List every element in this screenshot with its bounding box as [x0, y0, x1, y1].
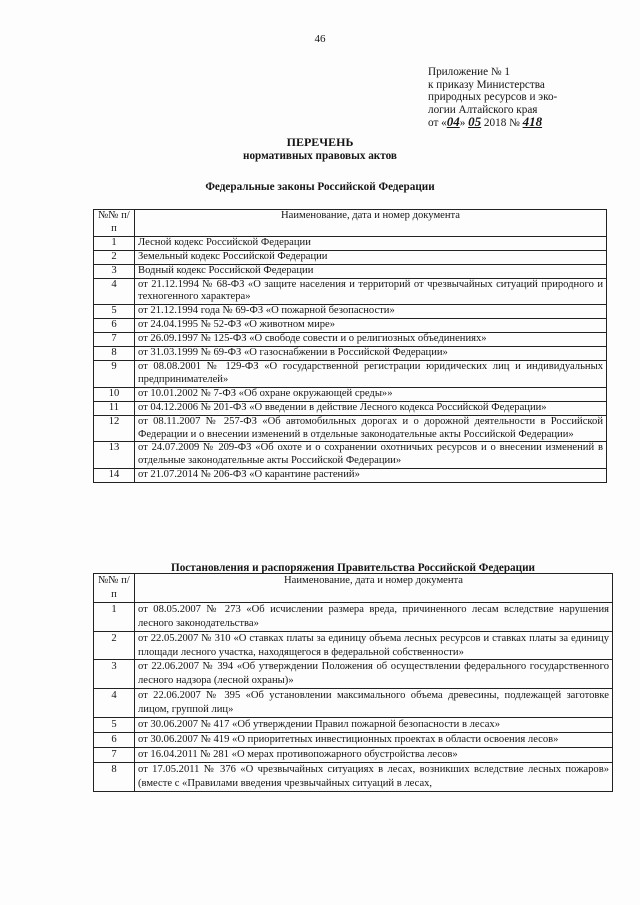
- section-heading-government-decrees: Постановления и распоряжения Правительства Российской Федерации: [171, 562, 535, 574]
- table-row: [94, 660, 613, 689]
- appendix-block: [428, 66, 628, 130]
- handwritten-month: 05: [468, 114, 482, 130]
- row-document-name: Земельный кодекс Российской Федерации: [135, 250, 607, 264]
- row-document-name: от 24.04.1995 № 52-ФЗ «О животном мире»: [135, 319, 607, 333]
- table-row: [94, 278, 607, 305]
- handwritten-day: 04: [446, 114, 460, 130]
- row-document-name: от 10.01.2002 № 7-ФЗ «Об охране окружающей среды»»: [135, 387, 607, 401]
- table-row: [94, 747, 613, 762]
- appendix-line-2: к приказу Министерства: [428, 78, 545, 91]
- row-document-name: от 31.03.1999 № 69-ФЗ «О газоснабжении в Российской Федерации»: [135, 347, 607, 361]
- row-number: 8: [94, 347, 135, 361]
- row-document-name: от 04.12.2006 № 201-ФЗ «О введении в действие Лесного кодекса Российской Федерации»: [135, 401, 607, 415]
- federal-laws-table: [93, 209, 607, 483]
- table-row: [94, 387, 607, 401]
- row-document-name: от 08.05.2007 № 273 «Об исчислении размера вреда, причиненного лесам вследствие нарушения лесного законодательства»: [135, 602, 613, 631]
- row-number: 14: [94, 469, 135, 483]
- appendix-line-3: природных ресурсов и эко-: [428, 91, 558, 104]
- row-document-name: Лесной кодекс Российской Федерации: [135, 236, 607, 250]
- row-document-name: от 21.12.1994 № 68-ФЗ «О защите населения и территорий от чрезвычайных ситуаций природного и техногенного характера»: [135, 278, 607, 305]
- government-decrees-body: [94, 602, 613, 791]
- row-number: 12: [94, 415, 135, 442]
- col-name-header: Наименование, дата и номер документа: [135, 574, 613, 603]
- section-heading-federal-laws: Федеральные законы Российской Федерации: [205, 181, 435, 193]
- row-document-name: Водный кодекс Российской Федерации: [135, 264, 607, 278]
- table-row: [94, 264, 607, 278]
- row-document-name: от 21.12.1994 года № 69-ФЗ «О пожарной безопасности»: [135, 305, 607, 319]
- row-number: 4: [94, 689, 135, 718]
- row-document-name: от 22.06.2007 № 394 «Об утверждении Положения об осуществлении федерального государственного лесного надзора (лесной охраны)»: [135, 660, 613, 689]
- table-row: [94, 602, 613, 631]
- table-row: [94, 347, 607, 361]
- table-row: [94, 762, 613, 791]
- row-number: 2: [94, 250, 135, 264]
- row-document-name: от 26.09.1997 № 125-ФЗ «О свободе совести и о религиозных объединениях»: [135, 333, 607, 347]
- row-number: 13: [94, 442, 135, 469]
- row-number: 2: [94, 631, 135, 660]
- table-row: [94, 401, 607, 415]
- table-header-row: [94, 210, 607, 237]
- row-number: 8: [94, 762, 135, 791]
- appendix-line-4: логии Алтайского края: [428, 103, 538, 116]
- row-document-name: от 22.06.2007 № 395 «Об установлении максимального объема древесины, подлежащей заготовке лицом, группой лиц»: [135, 689, 613, 718]
- row-document-name: от 30.06.2007 № 417 «Об утверждении Правил пожарной безопасности в лесах»: [135, 718, 613, 733]
- page-number: 46: [314, 33, 326, 45]
- table-row: [94, 250, 607, 264]
- table-row: [94, 442, 607, 469]
- table-header-row: [94, 574, 613, 603]
- row-number: 11: [94, 401, 135, 415]
- date-prefix: от «: [428, 117, 447, 130]
- date-year: 2018 №: [481, 117, 523, 130]
- table-row: [94, 360, 607, 387]
- col-number-header: №№ п/п: [94, 574, 135, 603]
- row-document-name: от 30.06.2007 № 419 «О приоритетных инвестиционных проектах в области освоения лесов»: [135, 732, 613, 747]
- table-row: [94, 689, 613, 718]
- row-number: 10: [94, 387, 135, 401]
- table-row: [94, 732, 613, 747]
- row-document-name: от 16.04.2011 № 281 «О мерах противопожарного обустройства лесов»: [135, 747, 613, 762]
- row-number: 6: [94, 732, 135, 747]
- document-title: ПЕРЕЧЕНЬ: [286, 135, 354, 149]
- table-row: [94, 469, 607, 483]
- row-number: 1: [94, 602, 135, 631]
- federal-laws-body: [94, 236, 607, 482]
- table-row: [94, 236, 607, 250]
- row-document-name: от 21.07.2014 № 206-ФЗ «О карантине растений»: [135, 469, 607, 483]
- row-document-name: от 08.11.2007 № 257-ФЗ «Об автомобильных дорогах и о дорожной деятельности в Российской Федерации и о внесении изменений в отдельные законодательные акты Российской Федерации»: [135, 415, 607, 442]
- row-number: 1: [94, 236, 135, 250]
- government-decrees-table: [93, 573, 613, 792]
- table-row: [94, 718, 613, 733]
- document-subtitle: нормативных правовых актов: [243, 150, 397, 162]
- row-number: 9: [94, 360, 135, 387]
- row-document-name: от 22.05.2007 № 310 «О ставках платы за единицу объема лесных ресурсов и ставках платы за единицу площади лесного участка, находящегося в федеральной собственности»: [135, 631, 613, 660]
- table-row: [94, 631, 613, 660]
- row-number: 5: [94, 718, 135, 733]
- col-name-header: Наименование, дата и номер документа: [135, 210, 607, 237]
- handwritten-order-number: 418: [522, 114, 543, 130]
- row-document-name: от 08.08.2001 № 129-ФЗ «О государственной регистрации юридических лиц и индивидуальных предпринимателей»: [135, 360, 607, 387]
- row-number: 7: [94, 747, 135, 762]
- table-row: [94, 415, 607, 442]
- row-document-name: от 24.07.2009 № 209-ФЗ «Об охоте и о сохранении охотничьих ресурсов и о внесении изменений в отдельные законодательные акты Российской Федерации»: [135, 442, 607, 469]
- table-row: [94, 333, 607, 347]
- row-number: 3: [94, 264, 135, 278]
- row-number: 7: [94, 333, 135, 347]
- row-document-name: от 17.05.2011 № 376 «О чрезвычайных ситуациях в лесах, возникших вследствие лесных пожаров» (вместе с «Правилами введения чрезвычайных ситуаций в лесах,: [135, 762, 613, 791]
- table-row: [94, 305, 607, 319]
- row-number: 5: [94, 305, 135, 319]
- appendix-date-line: [428, 116, 628, 130]
- table-row: [94, 319, 607, 333]
- row-number: 4: [94, 278, 135, 305]
- col-number-header: №№ п/п: [94, 210, 135, 237]
- row-number: 3: [94, 660, 135, 689]
- row-number: 6: [94, 319, 135, 333]
- appendix-line-1: Приложение № 1: [428, 66, 510, 78]
- date-sep: »: [459, 117, 469, 130]
